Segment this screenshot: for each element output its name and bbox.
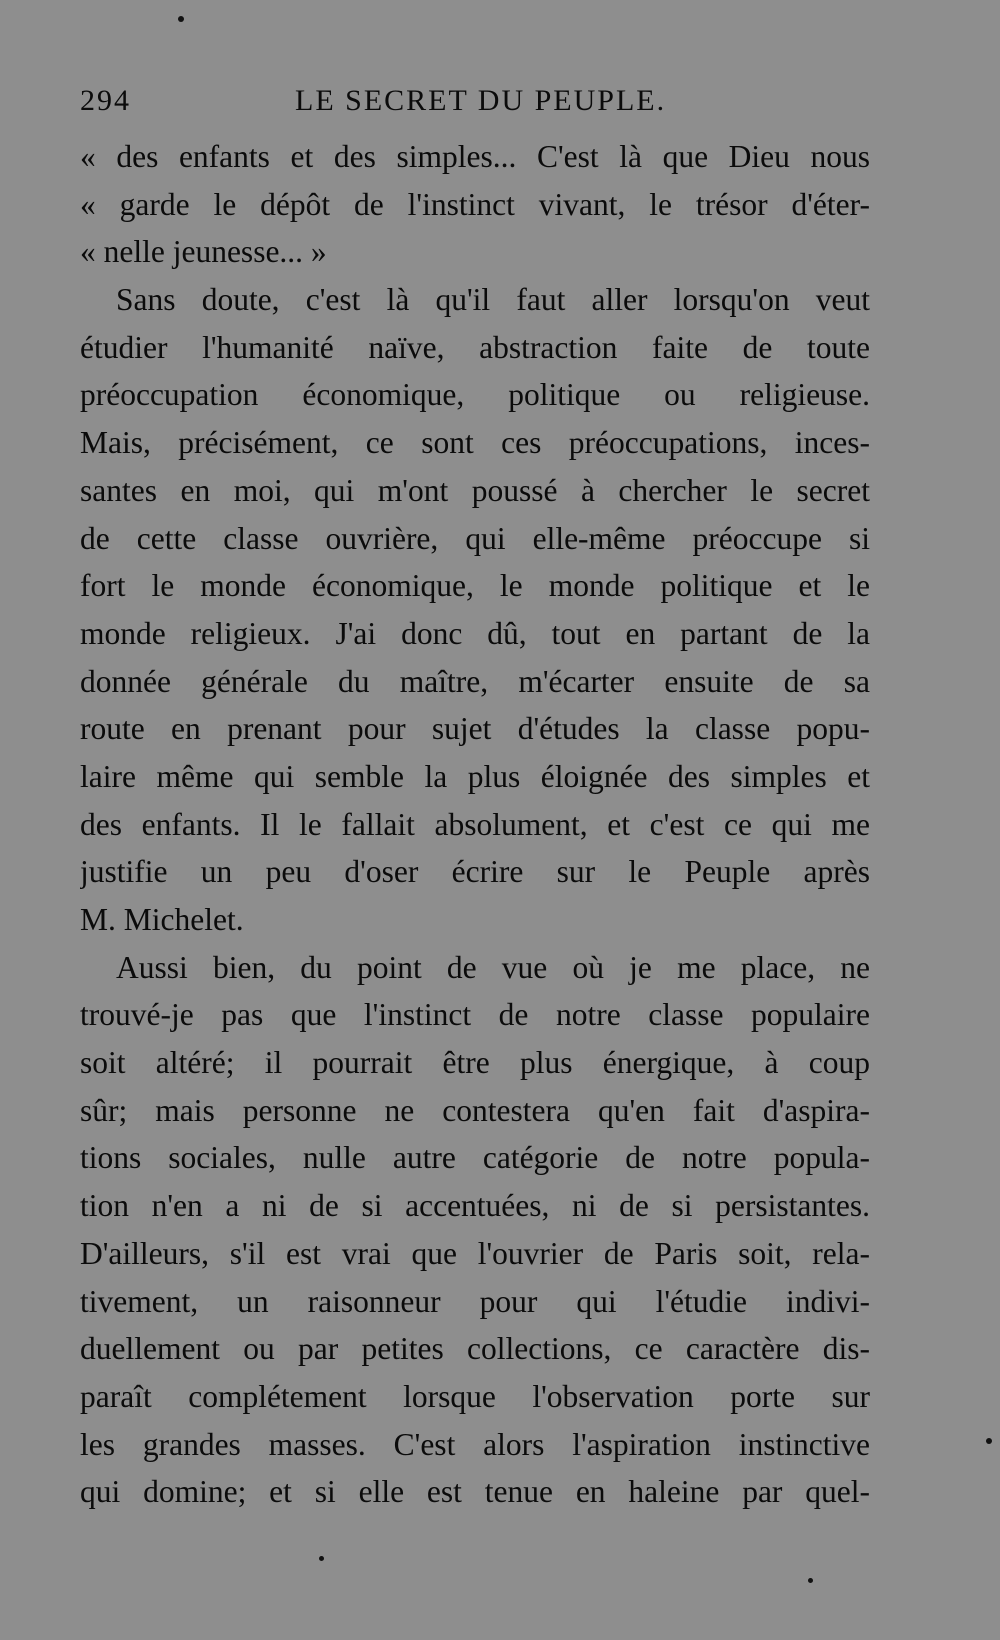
ink-speck — [986, 1438, 992, 1444]
text-line: préoccupation économique, politique ou religieuse. — [80, 377, 870, 413]
text-line: Aussi bien, du point de vue où je me place, ne — [116, 949, 870, 985]
text-line: donnée générale du maître, m'écarter ensuite de sa — [80, 663, 870, 699]
text-line: paraît complétement lorsque l'observation porte sur — [80, 1378, 870, 1414]
text-line: soit altéré; il pourrait être plus énergique, à coup — [80, 1045, 870, 1081]
text-line: duellement ou par petites collections, ce caractère dis- — [80, 1331, 870, 1367]
text-line: « garde le dépôt de l'instinct vivant, le trésor d'éter- — [80, 186, 870, 222]
text-line: trouvé-je pas que l'instinct de notre classe populaire — [80, 997, 870, 1033]
text-line: tion n'en a ni de si accentuées, ni de si persistantes. — [80, 1188, 870, 1224]
ink-speck — [178, 16, 184, 22]
text-line: de cette classe ouvrière, qui elle-même préoccupe si — [80, 520, 870, 556]
text-line: Mais, précisément, ce sont ces préoccupations, inces- — [80, 425, 870, 461]
text-line: les grandes masses. C'est alors l'aspiration instinctive — [80, 1426, 870, 1462]
text-line: tivement, un raisonneur pour qui l'étudie indivi- — [80, 1283, 870, 1319]
text-line: « nelle jeunesse... » — [80, 234, 327, 270]
text-line: qui domine; et si elle est tenue en haleine par quel- — [80, 1474, 870, 1510]
text-line: Sans doute, c'est là qu'il faut aller lorsqu'on veut — [116, 282, 870, 318]
text-line: « des enfants et des simples... C'est là que Dieu nous — [80, 139, 870, 174]
ink-speck — [319, 1556, 324, 1561]
text-line: justifie un peu d'oser écrire sur le Peuple après — [80, 854, 870, 890]
text-line: des enfants. Il le fallait absolument, et c'est ce qui me — [80, 806, 870, 842]
text-line: fort le monde économique, le monde politique et le — [80, 568, 870, 604]
text-line: route en prenant pour sujet d'études la classe popu- — [80, 711, 870, 747]
page-header — [80, 84, 870, 124]
text-line: tions sociales, nulle autre catégorie de notre popula- — [80, 1140, 870, 1176]
text-line: sûr; mais personne ne contestera qu'en fait d'aspira- — [80, 1092, 870, 1128]
running-title: LE SECRET DU PEUPLE. — [295, 84, 667, 117]
text-line: laire même qui semble la plus éloignée des simples et — [80, 758, 870, 794]
ink-speck — [808, 1578, 813, 1583]
text-line: M. Michelet. — [80, 902, 244, 937]
text-line: D'ailleurs, s'il est vrai que l'ouvrier de Paris soit, rela- — [80, 1235, 870, 1271]
text-line: monde religieux. J'ai donc dû, tout en partant de la — [80, 615, 870, 651]
text-body — [80, 133, 870, 1516]
text-line: étudier l'humanité naïve, abstraction faite de toute — [80, 329, 870, 365]
page-number: 294 — [80, 84, 131, 117]
text-line: santes en moi, qui m'ont poussé à chercher le secret — [80, 472, 870, 508]
